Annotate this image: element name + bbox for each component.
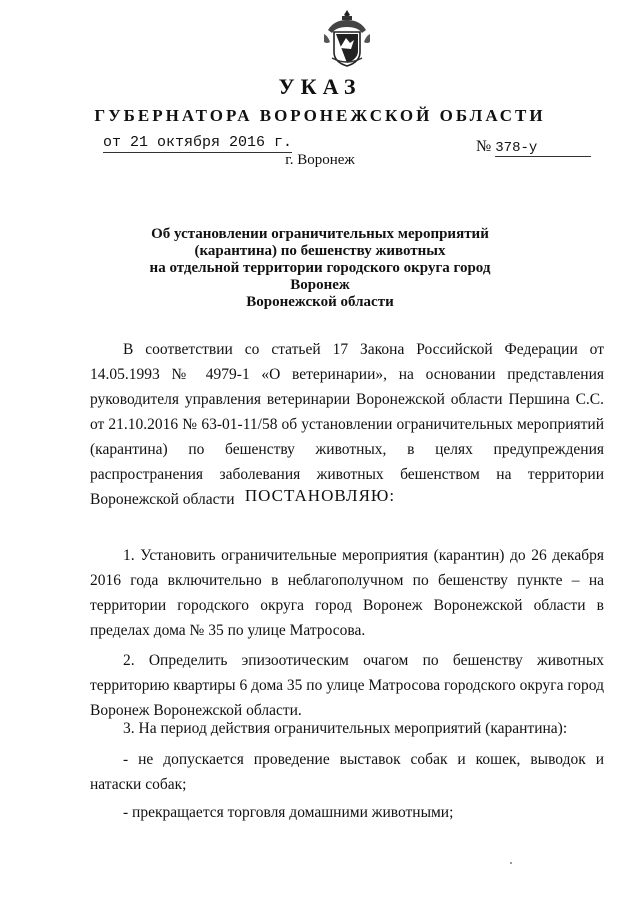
subject-line-4: Воронежской области — [246, 294, 394, 310]
document-subject — [130, 226, 510, 311]
coat-of-arms-icon — [322, 8, 372, 70]
document-title: УКАЗ — [278, 74, 362, 99]
document-date — [103, 134, 292, 151]
scan-speck — [510, 862, 512, 864]
decree-heading: ПОСТАНОВЛЯЮ: — [244, 486, 396, 505]
item-2-paragraph: 2. Определить эпизоотическим очагом по бешенству животных территорию квартиры 6 дома 35 по улице Матросова городского округа город Воронеж Воронежской области. — [90, 652, 604, 719]
subject-line-3: на отдельной территории городского округа город Воронеж — [149, 260, 491, 293]
subject-line-2: (карантина) по бешенству животных — [194, 243, 446, 259]
document-subtitle: ГУБЕРНАТОРА ВОРОНЕЖСКОЙ ОБЛАСТИ — [94, 106, 546, 125]
number-label: № — [476, 138, 492, 155]
number-value: 378-у — [495, 140, 591, 157]
item-1-paragraph: 1. Установить ограничительные мероприятия (карантин) до 26 декабря 2016 года включительно в неблагополучном по бешенству пункте – на территории городского округа город Воронеж Воронежской области в пределах дома № 35 по улице Матросова. — [90, 547, 604, 639]
document-date-text: от 21 октября 2016 г. — [103, 134, 293, 151]
subject-line-1: Об установлении ограничительных мероприятий — [151, 226, 489, 242]
item-3a-paragraph: - не допускается проведение выставок собак и кошек, выводок и натаски собак; — [90, 751, 604, 793]
item-3b-paragraph: - прекращается торговля домашними животными; — [123, 804, 454, 821]
item-3-paragraph: 3. На период действия ограничительных мероприятий (карантина): — [123, 720, 568, 737]
intro-paragraph: В соответствии со статьей 17 Закона Российской Федерации от 14.05.1993 № 4979-1 «О ветеринарии», на основании представления руководителя управления ветеринарии Воронежской области Першина С.С. от 21.10.2016 № 63-01-11/58 об установлении ограничительных мероприятий (карантина) по бешенству животных, в целях предупреждения распространения заболевания животных бешенством на территории Воронежской области — [90, 341, 604, 508]
document-city: г. Воронеж — [285, 152, 355, 168]
